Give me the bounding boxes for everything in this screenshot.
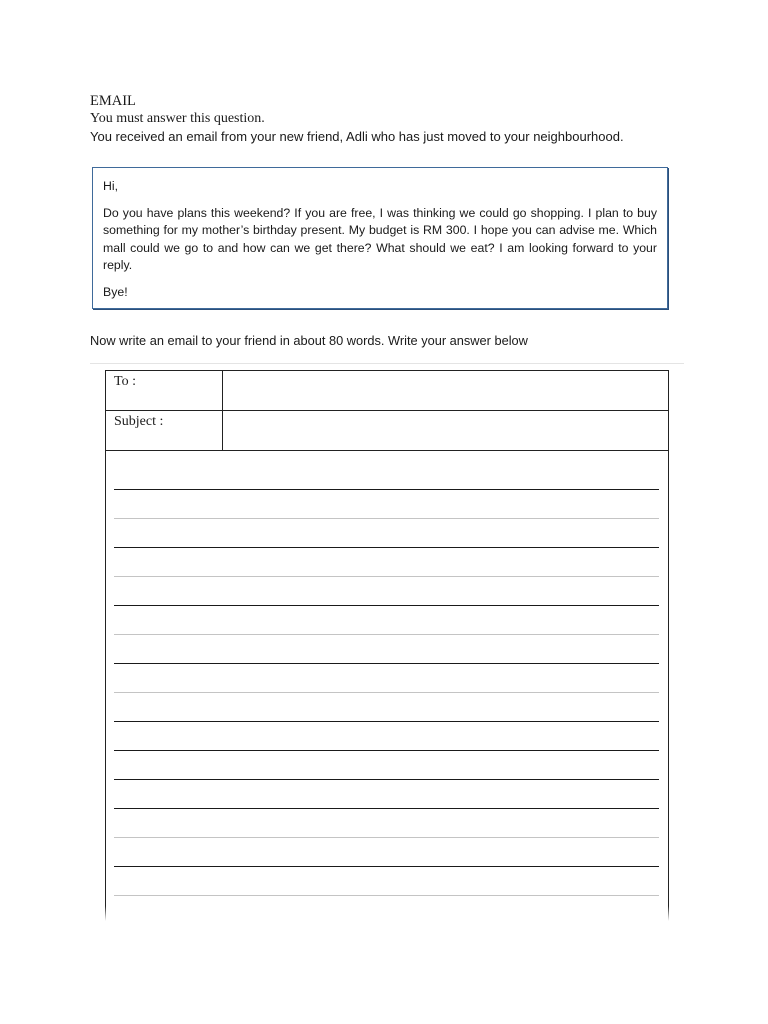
writing-line <box>114 663 659 664</box>
page-fade <box>100 906 680 926</box>
writing-line <box>114 750 659 751</box>
email-greeting: Hi, <box>103 179 119 193</box>
writing-line <box>114 518 659 519</box>
to-label: To : <box>106 371 223 410</box>
email-body: Do you have plans this weekend? If you are free, I was thinking we could go shopping. I plan to buy something for my mother’s birthday present. My budget is RM 300. I hope you can advise me. Which mall could we go to and how can we get there? What should we eat? I am looking forward to your reply. <box>103 205 657 272</box>
subject-row <box>106 411 668 451</box>
writing-line <box>114 779 659 780</box>
writing-line <box>114 692 659 693</box>
writing-line <box>114 895 659 896</box>
writing-line <box>114 547 659 548</box>
section-heading: EMAIL <box>90 93 136 109</box>
answer-form <box>105 370 669 921</box>
to-row <box>106 371 668 411</box>
writing-line <box>114 721 659 722</box>
writing-line <box>114 576 659 577</box>
received-email-box <box>92 167 668 309</box>
subject-field[interactable] <box>224 411 668 450</box>
to-field[interactable] <box>224 371 668 410</box>
task-instruction: Now write an email to your friend in about 80 words. Write your answer below <box>90 333 528 348</box>
writing-line <box>114 808 659 809</box>
question-instruction: You must answer this question. <box>90 111 265 126</box>
subject-label: Subject : <box>106 411 223 450</box>
writing-line <box>114 634 659 635</box>
section-divider <box>90 363 684 364</box>
writing-line <box>114 605 659 606</box>
writing-line <box>114 837 659 838</box>
writing-line <box>114 866 659 867</box>
writing-line <box>114 489 659 490</box>
scenario-text: You received an email from your new friend, Adli who has just moved to your neighbourhood. <box>90 129 624 144</box>
email-signoff: Bye! <box>103 284 128 299</box>
